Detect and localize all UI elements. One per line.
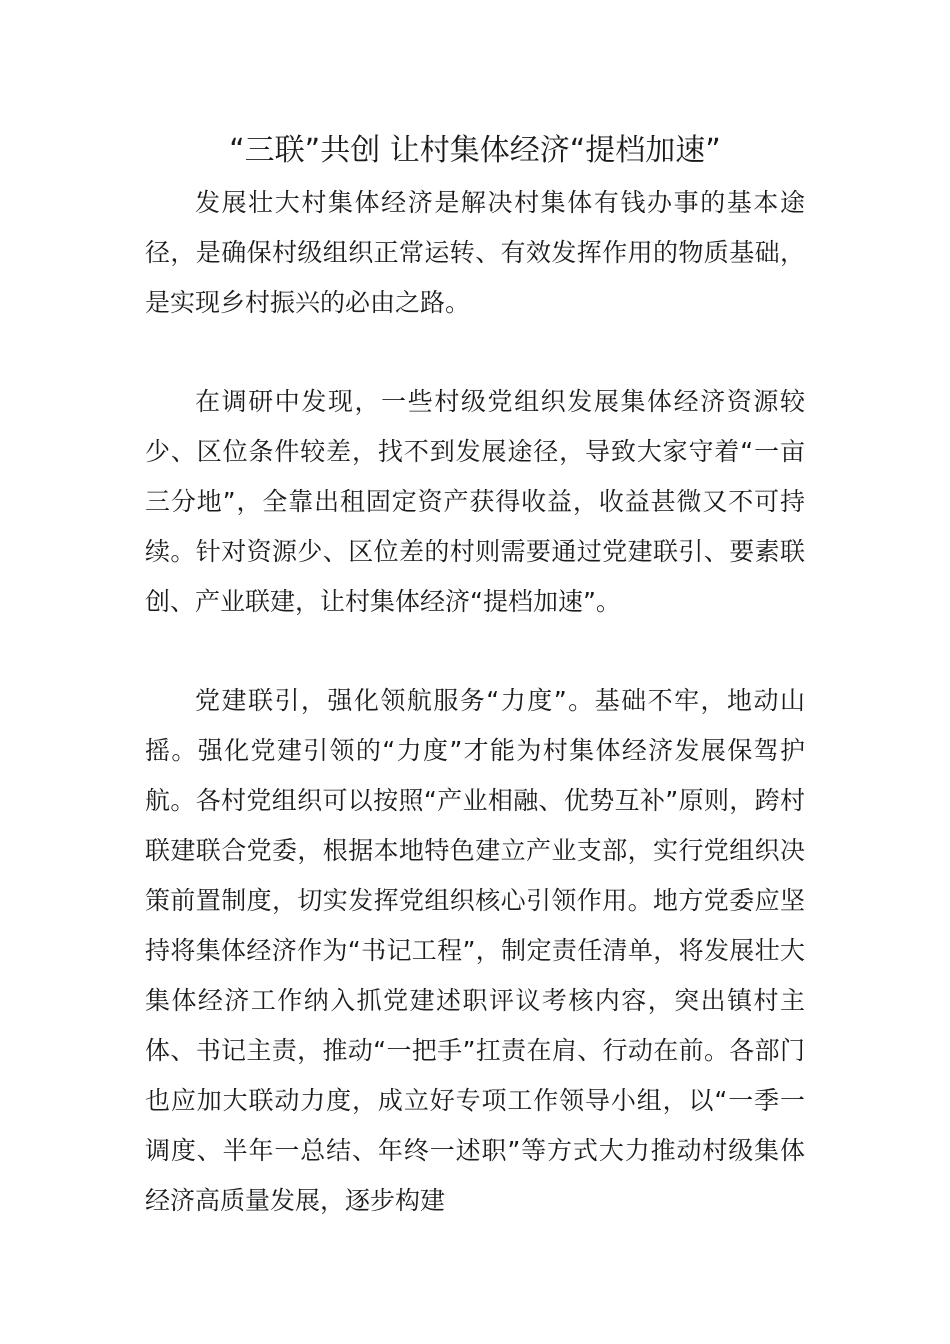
paragraph-intro: 发展壮大村集体经济是解决村集体有钱办事的基本途径，是确保村级组织正常运转、有效发挥作用的物质基础，是实现乡村振兴的必由之路。 [145, 188, 805, 317]
paragraph-party-building: 党建联引，强化领航服务“力度”。基础不牢，地动山摇。强化党建引领的“力度”才能为村集体经济发展保驾护航。各村党组织可以按照“产业相融、优势互补”原则，跨村联建联合党委，根据本地特色建立产业支部，实行党组织决策前置制度，切实发挥党组织核心引领作用。地方党委应坚持将集体经济作为“书记工程”，制定责任清单，将发展壮大集体经济工作纳入抓党建述职评议考核内容，突出镇村主体、书记主责，推动“一把手”扛责在肩、行动在前。各部门也应加大联动力度，成立好专项工作领导小组，以“一季一调度、半年一总结、年终一述职”等方式大力推动村级集体经济高质量发展，逐步构建 [145, 686, 805, 1215]
paragraph-research-findings: 在调研中发现，一些村级党组织发展集体经济资源较少、区位条件较差，找不到发展途径，导致大家守着“一亩三分地”，全靠出租固定资产获得收益，收益甚微又不可持续。针对资源少、区位差的村则需要通过党建联引、要素联创、产业联建，让村集体经济“提档加速”。 [145, 387, 805, 616]
document-title: “三联”共创 让村集体经济“提档加速” [229, 133, 721, 168]
